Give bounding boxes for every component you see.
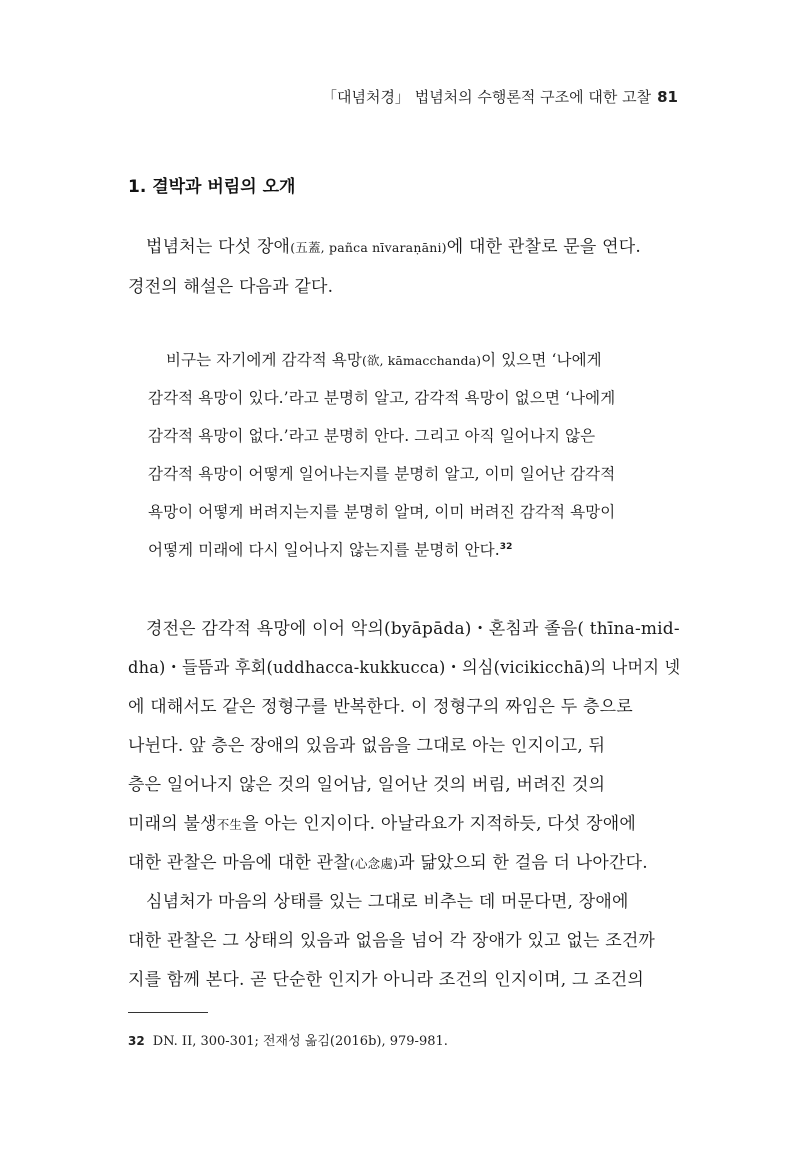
para-text: 을 아는 인지이다. 아날라요가 지적하듯, 다섯 장애에: [242, 814, 637, 834]
para2-line-3: 에 대해서도 같은 정형구를 반복한다. 이 정형구의 짜임은 두 층으로: [128, 697, 633, 717]
hanja-note: (心念處): [349, 856, 399, 871]
footnote-text: DN. II, 300-301; 전재성 옮김(2016b), 979-981.: [152, 1034, 448, 1049]
quote-text: 어떻게 미래에 다시 일어나지 않는지를 분명히 안다.: [148, 541, 500, 559]
quote-line-6: [148, 538, 512, 560]
intro-line-2: 경전의 해설은 다음과 같다.: [128, 277, 334, 297]
intro-line-1: [146, 232, 641, 257]
para-text: 과 닮았으되 한 걸음 더 나아간다.: [398, 853, 648, 873]
quote-line-2: 감각적 욕망이 있다.’라고 분명히 알고, 감각적 욕망이 없으면 ‘나에게: [148, 389, 616, 407]
para-text: 미래의 불생: [128, 814, 217, 834]
para2-line-1: 경전은 감각적 욕망에 이어 악의(byāpāda)・혼침과 졸음( thīna-mid-: [146, 619, 680, 639]
footnote-reference[interactable]: 32: [499, 541, 513, 552]
quote-line-3: 감각적 욕망이 없다.’라고 분명히 안다. 그리고 아직 일어나지 않은: [148, 427, 596, 445]
para2-line-4: 나뉜다. 앞 층은 장애의 있음과 없음을 그대로 아는 인지이고, 뒤: [128, 736, 606, 756]
footnote-divider: [128, 1012, 208, 1013]
para-text: 대한 관찰은 마음에 대한 관찰: [128, 853, 350, 873]
quote-text: 비구는 자기에게 감각적 욕망: [166, 351, 362, 369]
intro-text: 법념처는 다섯 장애: [146, 237, 291, 257]
quote-line-1: [166, 348, 602, 370]
running-title: 「대념처경」 법념처의 수행론적 구조에 대한 고찰: [321, 88, 652, 106]
quote-term-note: (欲, kāmacchanda): [361, 353, 482, 368]
running-header: [322, 86, 678, 107]
para2-line-7: [128, 848, 648, 873]
hanja-note: 不生: [216, 817, 243, 832]
page-number: 81: [657, 88, 678, 106]
para3-line-2: 대한 관찰은 그 상태의 있음과 없음을 넘어 각 장애가 있고 없는 조건까: [128, 931, 656, 951]
para2-line-6: [128, 809, 636, 834]
para3-line-3: 지를 함께 본다. 곧 단순한 인지가 아니라 조건의 인지이며, 그 조건의: [128, 970, 645, 990]
quote-text: 이 있으면 ‘나에게: [481, 351, 602, 369]
quote-line-4: 감각적 욕망이 어떻게 일어나는지를 분명히 알고, 이미 일어난 감각적: [148, 465, 616, 483]
footnote-number: 32: [128, 1034, 145, 1048]
quote-line-5: 욕망이 어떻게 버려지는지를 분명히 알며, 이미 버려진 감각적 욕망이: [148, 503, 616, 521]
intro-text: 에 대한 관찰로 문을 연다.: [446, 237, 642, 257]
footnote: [128, 1030, 448, 1049]
para2-line-2: dha)・들뜸과 후회(uddhacca-kukkucca)・의심(vicikicchā)의 나머지 넷: [128, 658, 681, 678]
section-heading: 1. 결박과 버림의 오개: [128, 177, 296, 197]
para2-line-5: 층은 일어나지 않은 것의 일어남, 일어난 것의 버림, 버려진 것의: [128, 775, 606, 795]
intro-term-note: (五蓋, pañca nīvaraṇāni): [290, 240, 447, 255]
para3-line-1: 심념처가 마음의 상태를 있는 그대로 비추는 데 머문다면, 장애에: [146, 892, 629, 912]
